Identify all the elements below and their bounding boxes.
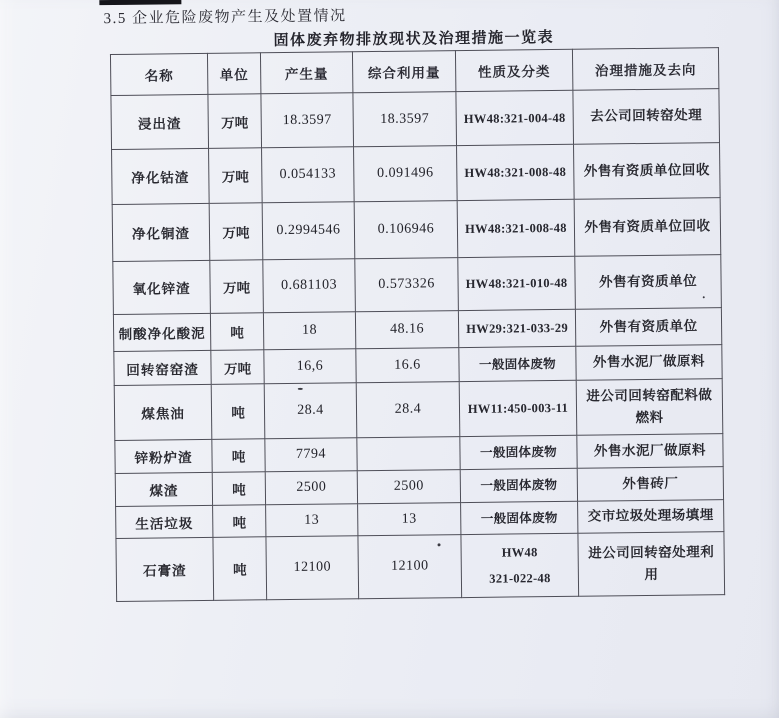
cell-utilized: 0.573326 (355, 258, 459, 312)
section-heading: 3.5 企业危险废物产生及处置情况 (103, 8, 347, 28)
cell-name: 生活垃圾 (116, 505, 213, 538)
cell-utilized: 48.16 (355, 311, 458, 349)
cell-utilized: 12100 (358, 535, 462, 599)
table-row (116, 532, 725, 602)
cell-unit: 吨 (213, 537, 267, 601)
cell-treatment: 去公司回转窑处理 (573, 89, 720, 145)
table-row (113, 255, 722, 315)
scan-artifact-dot (703, 296, 705, 298)
cell-produced: 2500 (265, 471, 357, 505)
cell-unit: 万吨 (210, 260, 264, 314)
cell-unit: 吨 (212, 472, 265, 506)
scan-artifact-dot (438, 543, 441, 546)
cell-utilized: 28.4 (356, 382, 460, 438)
table-row (114, 379, 723, 441)
cell-unit: 万吨 (209, 148, 263, 204)
cell-produced: 13 (266, 504, 358, 537)
cell-produced: 0.681103 (263, 259, 356, 313)
header-name: 名称 (110, 53, 207, 95)
cell-name: 锌粉炉渣 (115, 439, 212, 473)
cell-produced: 18.3597 (261, 93, 354, 148)
table-row (112, 198, 721, 262)
cell-treatment: 外售有资质单位 (575, 308, 721, 347)
cell-utilized: 0.106946 (354, 201, 458, 259)
cell-utilized: 18.3597 (353, 92, 457, 147)
cell-treatment: 外售水泥厂做原料 (577, 434, 723, 469)
table-row (111, 89, 720, 150)
cell-name: 净化钴渣 (112, 148, 210, 204)
table-title: 固体废弃物排放现状及治理措施一览表 (273, 29, 555, 50)
cell-classification: HW11:450-003-11 (459, 380, 577, 436)
scan-edge-bar (99, 0, 181, 5)
cell-name: 氧化锌渣 (113, 260, 211, 314)
cell-utilized: 13 (358, 503, 461, 536)
cell-unit: 万吨 (208, 94, 262, 149)
cell-name: 浸出渣 (111, 94, 209, 149)
cell-treatment: 外售砖厂 (577, 467, 723, 502)
cell-unit: 万吨 (211, 350, 264, 385)
header-classification: 性质及分类 (455, 49, 572, 91)
cell-classification: HW48 321-022-48 (461, 533, 579, 597)
header-utilized: 综合利用量 (352, 51, 455, 93)
cell-treatment: 外售水泥厂做原料 (576, 345, 722, 381)
cell-produced: 7794 (265, 438, 357, 472)
header-produced: 产生量 (260, 52, 352, 94)
table-row (112, 143, 721, 205)
cell-unit: 吨 (212, 439, 265, 473)
cell-treatment: 外售有资质单位回收 (574, 198, 721, 257)
cell-produced: 12100 (266, 536, 359, 600)
cell-classification: HW48:321-004-48 (456, 90, 574, 145)
cell-classification: HW48:321-008-48 (457, 144, 575, 200)
scan-artifact-dot (298, 388, 303, 390)
cell-produced: 0.2994546 (262, 202, 355, 260)
table-header-row (110, 48, 718, 96)
cell-name: 石膏渣 (116, 537, 214, 601)
cell-utilized (357, 437, 460, 471)
cell-treatment: 进公司回转窑处理利 用 (578, 532, 725, 597)
cell-produced: 0.054133 (262, 147, 355, 203)
header-treatment: 治理措施及去向 (572, 48, 718, 91)
cell-utilized: 0.091496 (354, 146, 458, 202)
cell-treatment: 交市垃圾处理场填埋 (578, 500, 724, 534)
cell-name: 净化铜渣 (112, 203, 210, 261)
cell-classification: 一般固体废物 (460, 435, 577, 469)
cell-produced: 16,6 (264, 349, 356, 384)
cell-unit: 吨 (211, 384, 265, 440)
cell-classification: 一般固体废物 (461, 501, 578, 534)
header-unit: 单位 (207, 53, 260, 95)
cell-utilized: 2500 (357, 470, 460, 504)
cell-classification: HW29:321-033-29 (458, 309, 575, 347)
cell-produced: 28.4 (264, 383, 357, 439)
cell-treatment: 外售有资质单位 (575, 255, 722, 310)
cell-unit: 吨 (210, 313, 263, 351)
cell-produced: 18 (263, 312, 355, 350)
cell-classification: 一般固体废物 (460, 468, 577, 502)
cell-classification: 一般固体废物 (459, 346, 576, 381)
cell-treatment: 外售有资质单位回收 (574, 143, 721, 200)
cell-classification: HW48:321-008-48 (457, 199, 575, 257)
cell-name: 煤渣 (115, 472, 212, 506)
cell-name: 制酸净化酸泥 (113, 313, 210, 351)
cell-classification: HW48:321-010-48 (458, 256, 576, 310)
cell-treatment: 进公司回转窑配料做 燃料 (576, 379, 723, 436)
cell-name: 煤焦油 (114, 384, 212, 440)
cell-unit: 万吨 (209, 203, 263, 261)
cell-utilized: 16.6 (356, 348, 459, 383)
cell-unit: 吨 (213, 505, 266, 538)
solid-waste-table (110, 47, 725, 602)
cell-name: 回转窑窑渣 (114, 350, 211, 385)
